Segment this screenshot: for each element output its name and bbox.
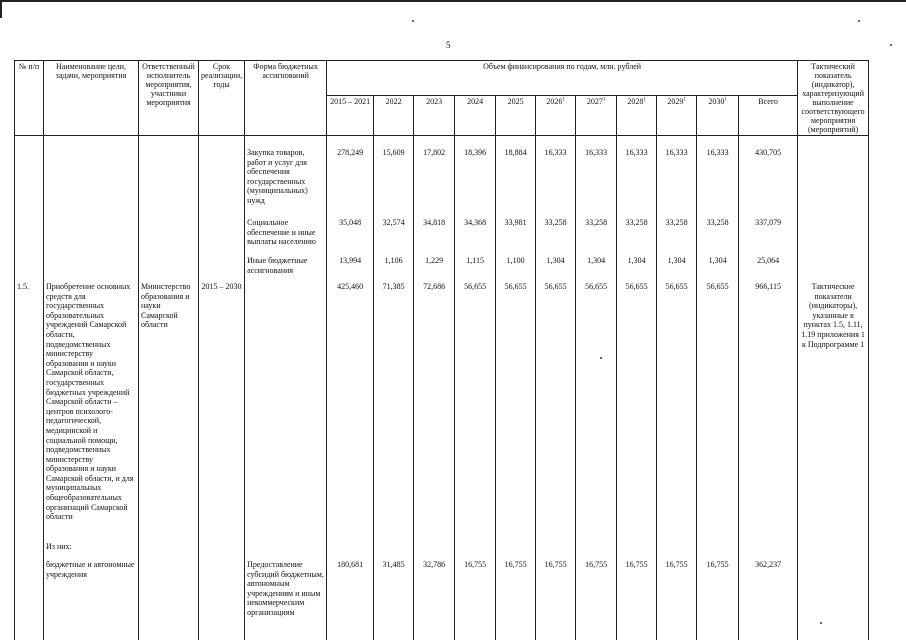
scan-edge-left [0,0,2,18]
cell-value: 425,460 [327,280,374,540]
cell-num [15,254,44,280]
header-year-label: 2027 [586,97,603,107]
cell-value [455,540,496,558]
cell-indicator [798,216,869,254]
header-year [576,96,617,136]
header-year [657,96,697,136]
cell-value: 32,786 [414,558,455,640]
footnote-mark: 1 [643,97,646,103]
budget-table [14,60,869,640]
cell-value: 1,229 [414,254,455,280]
cell-value: 31,485 [374,558,414,640]
header-year-label: 2026 [546,97,563,107]
cell-name [44,146,139,216]
cell-value: 16,755 [657,558,697,640]
cell-value: 72,686 [414,280,455,540]
cell-value: 34,818 [414,216,455,254]
cell-value: 34,368 [455,216,496,254]
table-row [15,540,869,558]
cell-value: 56,655 [496,280,536,540]
header-volume: Объем финансирования по годам, млн. рублей [327,61,798,96]
cell-value: 16,755 [617,558,657,640]
table-header [15,61,869,136]
scan-edge-top [0,0,906,2]
header-year-label: 2023 [426,97,443,107]
cell-value [576,540,617,558]
cell-value [739,540,798,558]
cell-value [414,540,455,558]
cell-value: 1,304 [576,254,617,280]
cell-num: 1.5. [15,280,44,540]
cell-executor: Министерство образования и науки Самарской области [139,280,199,540]
header-year-label: 2028 [627,97,644,107]
cell-name: Из них: [44,540,139,558]
table-row [15,146,869,216]
cell-executor [139,146,199,216]
cell-indicator: Тактические показатели (индикаторы), указанные в пунктах 1.5, 1.11, 1.19 приложения 1 к Подпрограмме 1 [798,280,869,540]
cell-value [327,540,374,558]
table-row [15,216,869,254]
cell-value: 16,755 [496,558,536,640]
table-row [15,254,869,280]
cell-form [245,540,327,558]
cell-value: 16,755 [697,558,739,640]
cell-value [697,540,739,558]
cell-form: Предоставление субсидий бюджетным, автономным учреждениям и иным некоммерческим организациям [245,558,327,640]
cell-value: 337,079 [739,216,798,254]
cell-value: 1,304 [657,254,697,280]
cell-num [15,540,44,558]
cell-term [199,540,245,558]
cell-value: 16,755 [576,558,617,640]
header-year [697,96,739,136]
header-year [327,96,374,136]
cell-term [199,254,245,280]
cell-value: 278,249 [327,146,374,216]
cell-name: Приобретение основных средств для государственных образовательных учреждений Самарской области, подведомственных министерству образования и науки Самарской области, государственных бюджетных учреждений Самарской области – центров психолого-педагогической, медицинской и социальной помощи, подведомственных министерству образования и науки Самарской области, и для муниципальных общеобразовательных организаций Самарской области [44,280,139,540]
cell-value: 1,304 [536,254,576,280]
cell-form [245,280,327,540]
cell-term [199,558,245,640]
cell-value: 16,333 [657,146,697,216]
header-year [374,96,414,136]
cell-executor [139,254,199,280]
cell-name [44,254,139,280]
cell-value [657,540,697,558]
cell-value: 33,258 [657,216,697,254]
cell-value [496,540,536,558]
header-year-label: 2022 [385,97,402,107]
footnote-mark: 1 [602,97,606,103]
cell-value: 15,609 [374,146,414,216]
cell-indicator [798,254,869,280]
cell-value: 32,574 [374,216,414,254]
header-year [536,96,576,136]
header-year [414,96,455,136]
table-row [15,280,869,540]
cell-indicator [798,540,869,558]
cell-executor [139,216,199,254]
cell-form: Закупка товаров, работ и услуг для обеспечения государственных (муниципальных) нужд [245,146,327,216]
cell-num [15,146,44,216]
cell-value: 33,258 [617,216,657,254]
cell-value: 71,385 [374,280,414,540]
cell-value [536,540,576,558]
cell-value: 16,333 [576,146,617,216]
cell-value [374,540,414,558]
table-row [15,558,869,640]
header-form: Форма бюджетных ассигнований [245,61,327,136]
cell-value: 33,258 [536,216,576,254]
table-body [15,136,869,640]
header-year [739,96,798,136]
cell-value: 16,333 [536,146,576,216]
cell-value: 1,304 [697,254,739,280]
cell-value: 180,681 [327,558,374,640]
cell-value: 33,258 [697,216,739,254]
cell-value: 1,115 [455,254,496,280]
cell-term [199,216,245,254]
page-number: 5 [446,40,451,50]
cell-value: 33,981 [496,216,536,254]
header-name: Наименование цели, задачи, мероприятия [44,61,139,136]
header-year [617,96,657,136]
header-num: № п/п [15,61,44,136]
cell-num [15,558,44,640]
cell-value: 430,705 [739,146,798,216]
scan-speck [412,20,414,22]
header-executor: Ответственный исполнитель мероприятия, участники мероприятия [139,61,199,136]
cell-value: 25,064 [739,254,798,280]
header-year-label: 2015 – 2021 [330,97,371,107]
cell-value: 56,655 [576,280,617,540]
cell-value: 18,396 [455,146,496,216]
cell-value: 1,304 [617,254,657,280]
header-year-label: 2024 [467,97,484,107]
cell-value: 56,655 [657,280,697,540]
header-indicator: Тактический показатель (индикатор), характеризующий выполнение соответствующего мероприятия (мероприятий) [798,61,869,136]
cell-value: 35,048 [327,216,374,254]
header-year-label: 2030 [708,97,725,107]
cell-value: 13,994 [327,254,374,280]
cell-value: 16,755 [536,558,576,640]
header-year-label: Всего [758,97,778,107]
header-term: Срок реализации, годы [199,61,245,136]
cell-term [199,146,245,216]
cell-value: 1,106 [374,254,414,280]
cell-value: 16,333 [617,146,657,216]
cell-value: 56,655 [697,280,739,540]
cell-value: 16,333 [697,146,739,216]
header-year [455,96,496,136]
spacer-row [15,136,869,147]
cell-indicator [798,146,869,216]
cell-value: 18,884 [496,146,536,216]
cell-value: 33,258 [576,216,617,254]
cell-indicator [798,558,869,640]
cell-form: Социальное обеспечение и иные выплаты населению [245,216,327,254]
scan-speck [890,44,892,46]
cell-value: 966,115 [739,280,798,540]
header-year-label: 2029 [667,97,684,107]
cell-value: 56,655 [455,280,496,540]
footnote-mark: 1 [724,97,727,103]
cell-term: 2015 – 2030 [199,280,245,540]
cell-form: Иные бюджетные ассигнования [245,254,327,280]
cell-value: 16,755 [455,558,496,640]
cell-name: бюджетные и автономные учреждения [44,558,139,640]
cell-value: 362,237 [739,558,798,640]
cell-value: 56,655 [617,280,657,540]
footnote-mark: 1 [683,97,686,103]
cell-value [617,540,657,558]
scan-speck [858,20,860,22]
cell-num [15,216,44,254]
header-year-label: 2025 [507,97,524,107]
cell-name [44,216,139,254]
footnote-mark: 1 [562,97,565,103]
header-year [496,96,536,136]
cell-value: 1,100 [496,254,536,280]
cell-executor [139,540,199,558]
cell-executor [139,558,199,640]
cell-value: 17,802 [414,146,455,216]
cell-value: 56,655 [536,280,576,540]
